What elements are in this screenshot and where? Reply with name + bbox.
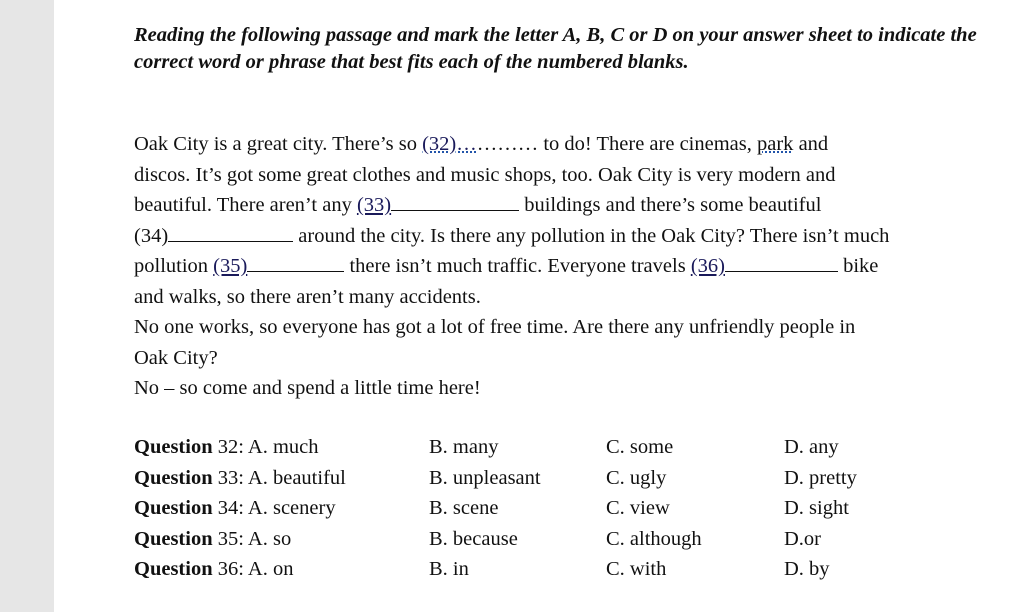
passage-line-4 [134,221,1014,252]
option-b: B. because [429,527,518,550]
passage-text: and [793,133,829,155]
option-c: C. view [606,497,670,519]
option-a [134,554,293,585]
question-label: Question [134,497,213,519]
question-label: Question [134,558,213,580]
passage-text: around the city. Is there any pollution in the Oak City? There isn’t much [293,224,890,247]
passage-line-6: and walks, so there aren’t many accidents. [134,285,481,308]
passage-line-5 [134,251,1014,282]
option-d: D. sight [784,497,849,519]
blank-line-34 [168,223,293,242]
option-a-text: 35: A. so [212,527,292,550]
blank-35: (35) [213,255,248,277]
option-d: D. any [784,436,839,458]
option-c: C. although [606,527,702,550]
blank-line-35 [247,253,344,272]
option-c: C. with [606,558,667,580]
passage-line-7: No one works, so everyone has got a lot of free time. Are there any unfriendly people in [134,316,856,338]
option-b: B. unpleasant [429,466,541,489]
question-label: Question [134,527,213,550]
option-a-text: 34: A. scenery [212,497,336,519]
passage-line-1 [134,129,1014,160]
question-row-33 [134,463,994,494]
option-a [134,524,291,555]
option-b: B. scene [429,497,499,519]
blank-line-36 [725,253,838,272]
passage-text: beautiful. There aren’t any [134,194,357,216]
passage-line-9: No – so come and spend a little time here! [134,377,481,399]
option-b: B. many [429,436,499,458]
option-a [134,432,319,463]
question-row-36 [134,554,994,585]
question-label: Question [134,466,213,489]
question-row-32 [134,432,994,463]
blank-34: (34) [134,224,169,247]
passage-line-8: Oak City? [134,346,218,369]
instructions-text: Reading the following passage and mark the letter A, B, C or D on your answer sheet to indicate the correct word or phrase that best fits each of the numbered blanks. [134,24,977,73]
passage-line-2: discos. It’s got some great clothes and music shops, too. Oak City is very modern and [134,163,836,186]
question-list [134,432,994,585]
option-a [134,463,346,494]
passage-text: there isn’t much traffic. Everyone travels [344,255,691,277]
option-d: D. pretty [784,466,857,489]
spellcheck-word-park: park [757,133,794,155]
question-row-34 [134,493,994,524]
document-page [54,0,1024,612]
option-c: C. some [606,436,674,458]
option-b: B. in [429,558,469,580]
option-a-text: 33: A. beautiful [212,466,346,489]
option-c: C. ugly [606,466,667,489]
option-a [134,493,336,524]
passage-line-3 [134,190,1014,221]
option-d: D. by [784,558,830,580]
passage-text: pollution [134,255,214,277]
question-label: Question [134,436,213,458]
passage-text: buildings and there’s some beautiful [519,194,822,216]
passage-text: ……… to do! There are cinemas, [476,133,757,155]
option-a-text: 32: A. much [212,436,319,458]
passage-text: Oak City is a great city. There’s so [134,133,423,155]
blank-line-33 [391,192,519,211]
blank-33: (33) [356,194,392,216]
reading-passage [134,129,1014,404]
option-d: D.or [784,527,822,550]
blank-36: (36) [690,255,725,277]
question-row-35 [134,524,994,555]
passage-text: bike [837,255,879,277]
blank-32: (32)… [422,133,477,155]
option-a-text: 36: A. on [212,558,294,580]
